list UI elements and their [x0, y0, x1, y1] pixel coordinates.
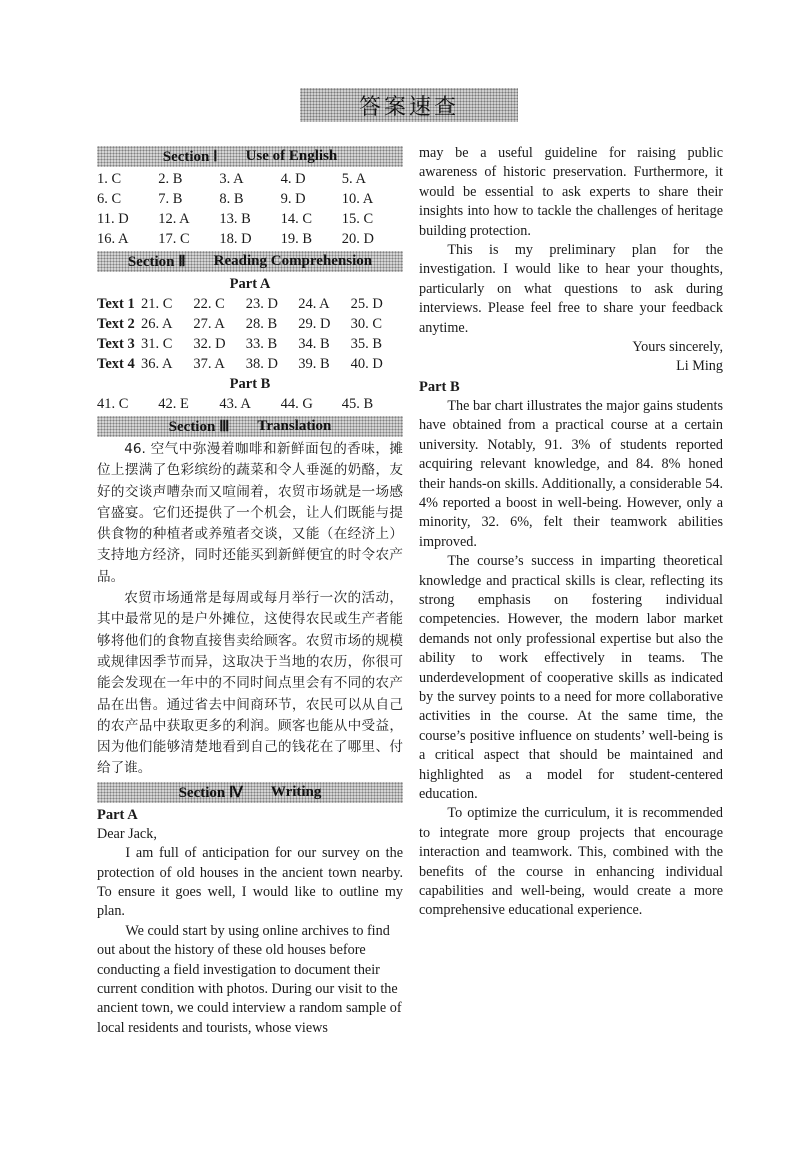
- answer: 5. A: [341, 171, 366, 187]
- section-3-name: Translation: [257, 418, 332, 434]
- answer: 41. C: [97, 396, 129, 412]
- section-3-label: Section Ⅲ: [168, 419, 230, 435]
- answer: 3. A: [219, 171, 244, 187]
- section-3-header: [97, 416, 403, 437]
- answer: 25. D: [350, 296, 383, 312]
- text-label: Text 1: [97, 296, 135, 312]
- section-1-label: Section Ⅰ: [162, 149, 218, 165]
- section-1-name: Use of English: [245, 148, 338, 164]
- answer: 4. D: [280, 171, 306, 187]
- answer: 30. C: [350, 316, 383, 332]
- right-column: [419, 144, 723, 921]
- answer: 20. D: [341, 231, 375, 247]
- letter-paragraph: This is my preliminary plan for the investigation. I would like to hear your thoughts, particularly on what questions to ask during interviews. Please feel free to share your feedback anytime.: [419, 242, 723, 336]
- answer: 23. D: [245, 296, 279, 312]
- answer: 31. C: [141, 336, 173, 352]
- writing-part-b-label: Part B: [419, 378, 460, 395]
- answer: 45. B: [341, 396, 374, 412]
- answer: 34. B: [298, 336, 330, 352]
- answer: 12. A: [158, 211, 190, 227]
- answer: 13. B: [219, 211, 251, 227]
- answer: 17. C: [158, 231, 190, 247]
- answer: 26. A: [141, 316, 173, 332]
- section-2-part-b-label: Part B: [229, 376, 271, 392]
- letter-greeting: Dear Jack,: [97, 825, 157, 842]
- answer: 36. A: [141, 356, 173, 372]
- section-2-label: Section Ⅱ: [127, 254, 186, 270]
- section-2-name: Reading Comprehension: [213, 253, 373, 269]
- section-4-label: Section Ⅳ: [178, 784, 243, 801]
- answer: 19. B: [280, 231, 313, 247]
- answer: 43. A: [219, 396, 251, 412]
- letter-closing: Yours sincerely,: [632, 339, 723, 356]
- answer: 18. D: [219, 231, 252, 247]
- section-2-header: [97, 251, 403, 272]
- answer: 37. A: [193, 356, 225, 372]
- answer: 6. C: [97, 191, 122, 207]
- left-column: [97, 144, 403, 1038]
- section-2-part-b-answers: [97, 394, 403, 414]
- essay-paragraph: The bar chart illustrates the major gains students have obtained from a practical course at a certain university. Notably, 91. 3% of students reported acquiring relevant knowledge, and 84. 8% honed their hands-on skills. Additionally, a considerable 54. 4% reported a boost in well-being. However, only a minority, 32. 6%, felt their teamwork abilities improved.: [419, 397, 723, 550]
- answer: 15. C: [341, 211, 374, 227]
- text-label: Text 2: [97, 316, 135, 332]
- page-title: 答案速查: [300, 88, 518, 122]
- answer: 2. B: [158, 171, 183, 187]
- answer: 38. D: [245, 356, 279, 372]
- answer: 22. C: [193, 296, 225, 312]
- answer: 24. A: [298, 296, 330, 312]
- answer: 35. B: [350, 336, 383, 352]
- letter-signature: Li Ming: [676, 358, 723, 375]
- answer: 1. C: [97, 171, 122, 187]
- letter-paragraph: I am full of anticipation for our survey on the protection of old houses in the ancient town nearby. To ensure it goes well, I would like to outline my plan.: [97, 845, 403, 920]
- text-label: Text 3: [97, 336, 135, 352]
- answer: 40. D: [350, 356, 383, 372]
- essay-paragraph: The course’s success in imparting theoretical knowledge and practical skills is clear, reflecting its strong emphasis on fostering individual competencies. However, the modern labor market demands not only professional expertise but also the ability to work effectively in teams. The underdevelopment of cooperative skills as indicated by the survey points to a need for more collaborative activities in the course. At the same time, the course’s positive influence on students’ well-being is a critical aspect that should be maintained and highlighted as a model for student-centered education.: [419, 553, 723, 802]
- letter-paragraph-continued: may be a useful guideline for raising public awareness of historic preservation. Furthermore, it would be essential to ask experts to share their insights into how to tackle the challenges of heritage building protection.: [419, 145, 723, 239]
- section-2-part-a-label: Part A: [229, 276, 271, 292]
- answer: 28. B: [245, 316, 278, 332]
- answer: 44. G: [280, 396, 313, 412]
- answer: 8. B: [219, 191, 244, 207]
- answer: 9. D: [280, 191, 306, 207]
- answer: 10. A: [341, 191, 374, 207]
- section-4-name: Writing: [270, 783, 322, 800]
- letter-paragraph-split: We could start by using online archives to find out about the history of these old houses before conducting a field investigation to document their current condition with photos. During our visit to the ancient town, we could interview a random sample of local residents and tourists, whose views: [97, 922, 402, 1036]
- answer: 7. B: [158, 191, 183, 207]
- answer: 29. D: [298, 316, 331, 332]
- answer: 14. C: [280, 211, 313, 227]
- translation-paragraph: 农贸市场通常是每周或每月举行一次的活动，其中最常见的是户外摊位，这使得农民或生产者能够将他们的食物直接售卖给顾客。农贸市场的规模或规律因季节而异，这取决于当地的农历，你很可能会发现在一年中的不同时间点里会有不同的农产品在出售。通过省去中间商环节，农民可以从自己的农产品中获取更多的利润。顾客也能从中受益，因为他们能够清楚地看到自己的钱花在了哪里、付给了谁。: [97, 590, 403, 777]
- section-2-part-a-answers: [97, 294, 403, 374]
- section-4-header: [97, 782, 403, 803]
- text-label: Text 4: [97, 356, 135, 372]
- writing-part-a-label: Part A: [97, 806, 138, 823]
- translation-paragraph: 46. 空气中弥漫着咖啡和新鲜面包的香味，摊位上摆满了色彩缤纷的蔬菜和令人垂涎的奶酪，友好的交谈声嘈杂而又喧闹着，农贸市场就是一场感官盛宴。它们还提供了一个机会，让人们既能与提供食物的种植者或养殖者交谈，又能（在经济上）支持地方经济，同时还能买到新鲜便宜的时令农产品。: [97, 441, 403, 585]
- answer: 32. D: [193, 336, 226, 352]
- answer: 33. B: [245, 336, 278, 352]
- answer: 16. A: [97, 231, 129, 247]
- section-1-header: [97, 146, 403, 167]
- answer: 11. D: [97, 211, 129, 227]
- answer: 27. A: [193, 316, 225, 332]
- answer: 21. C: [141, 296, 173, 312]
- section-1-answers: [97, 169, 403, 249]
- answer: 42. E: [158, 396, 189, 412]
- answer: 39. B: [298, 356, 330, 372]
- essay-paragraph: To optimize the curriculum, it is recommended to integrate more group projects that encourage interaction and teamwork. This, combined with the benefits of the course in enhancing individual capabilities and well-being, would create a more comprehensive educational experience.: [419, 805, 723, 919]
